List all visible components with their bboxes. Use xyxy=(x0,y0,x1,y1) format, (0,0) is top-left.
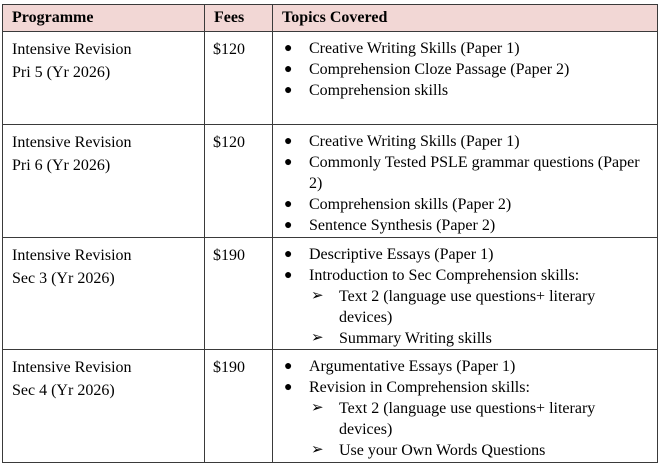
fee-cell: $190 xyxy=(205,238,273,350)
table-row xyxy=(3,125,658,238)
list-item: ● Sentence Synthesis (Paper 2) xyxy=(284,217,496,234)
bullet-icon: ● xyxy=(284,83,293,98)
programme-name: Intensive Revision xyxy=(12,134,132,151)
arrowhead-icon: ➢ xyxy=(311,288,324,304)
topics-list xyxy=(273,356,651,398)
programme-cell xyxy=(3,32,205,125)
topics-list xyxy=(273,131,651,236)
list-item: ● Creative Writing Skills (Paper 1) xyxy=(284,133,520,150)
programme-level: Pri 5 (Yr 2026) xyxy=(12,64,111,81)
programme-level: Sec 3 (Yr 2026) xyxy=(12,270,115,287)
bullet-icon: ● xyxy=(284,247,293,262)
header-fees: Fees xyxy=(205,5,273,32)
bullet-icon: ● xyxy=(284,359,293,374)
bullet-icon: ● xyxy=(284,62,293,77)
programme-level: Sec 4 (Yr 2026) xyxy=(12,382,115,399)
bullet-icon: ● xyxy=(284,197,293,212)
bullet-icon: ● xyxy=(284,155,293,170)
programme-name: Intensive Revision xyxy=(12,247,132,264)
arrowhead-icon: ➢ xyxy=(311,330,324,346)
topics-cell xyxy=(273,238,658,350)
table-row xyxy=(3,32,658,125)
subtopics-list xyxy=(273,286,651,349)
bullet-icon: ● xyxy=(284,218,293,233)
list-item: ● Commonly Tested PSLE grammar questions (Paper 2) xyxy=(284,154,640,192)
header-topics: Topics Covered xyxy=(273,5,658,32)
fee-cell: $120 xyxy=(205,125,273,238)
list-item: ● Creative Writing Skills (Paper 1) xyxy=(284,40,520,57)
bullet-icon: ● xyxy=(284,380,293,395)
header-row xyxy=(3,5,658,32)
bullet-icon: ● xyxy=(284,134,293,149)
programme-table xyxy=(2,4,658,463)
sub-list-item: ➢ Text 2 (language use questions+ literary devices) xyxy=(311,400,596,438)
table-row xyxy=(3,238,658,350)
list-item: ● Argumentative Essays (Paper 1) xyxy=(284,358,516,375)
bullet-icon: ● xyxy=(284,268,293,283)
fee-cell: $190 xyxy=(205,350,273,463)
list-item: ● Descriptive Essays (Paper 1) xyxy=(284,246,494,263)
subtopics-list xyxy=(273,398,651,461)
fee-cell: $120 xyxy=(205,32,273,125)
topics-cell xyxy=(273,125,658,238)
arrowhead-icon: ➢ xyxy=(311,442,324,458)
list-item: ● Comprehension skills (Paper 2) xyxy=(284,196,512,213)
topics-list xyxy=(273,244,651,286)
topics-list xyxy=(273,38,651,101)
sub-list-item: ➢ Summary Writing skills xyxy=(311,330,492,347)
arrowhead-icon: ➢ xyxy=(311,400,324,416)
list-item: ● Comprehension skills xyxy=(284,82,449,99)
table-row xyxy=(3,350,658,463)
programme-cell xyxy=(3,350,205,463)
sub-list-item: ➢ Use your Own Words Questions xyxy=(311,442,546,459)
programme-level: Pri 6 (Yr 2026) xyxy=(12,157,111,174)
programme-name: Intensive Revision xyxy=(12,359,132,376)
sub-list-item: ➢ Text 2 (language use questions+ literary devices) xyxy=(311,288,596,326)
topics-cell xyxy=(273,350,658,463)
list-item: ● Introduction to Sec Comprehension skills: xyxy=(284,267,580,284)
programme-cell xyxy=(3,125,205,238)
header-programme: Programme xyxy=(3,5,205,32)
list-item: ● Comprehension Cloze Passage (Paper 2) xyxy=(284,61,570,78)
bullet-icon: ● xyxy=(284,41,293,56)
list-item: ● Revision in Comprehension skills: xyxy=(284,379,530,396)
topics-cell xyxy=(273,32,658,125)
programme-cell xyxy=(3,238,205,350)
programme-name: Intensive Revision xyxy=(12,41,132,58)
